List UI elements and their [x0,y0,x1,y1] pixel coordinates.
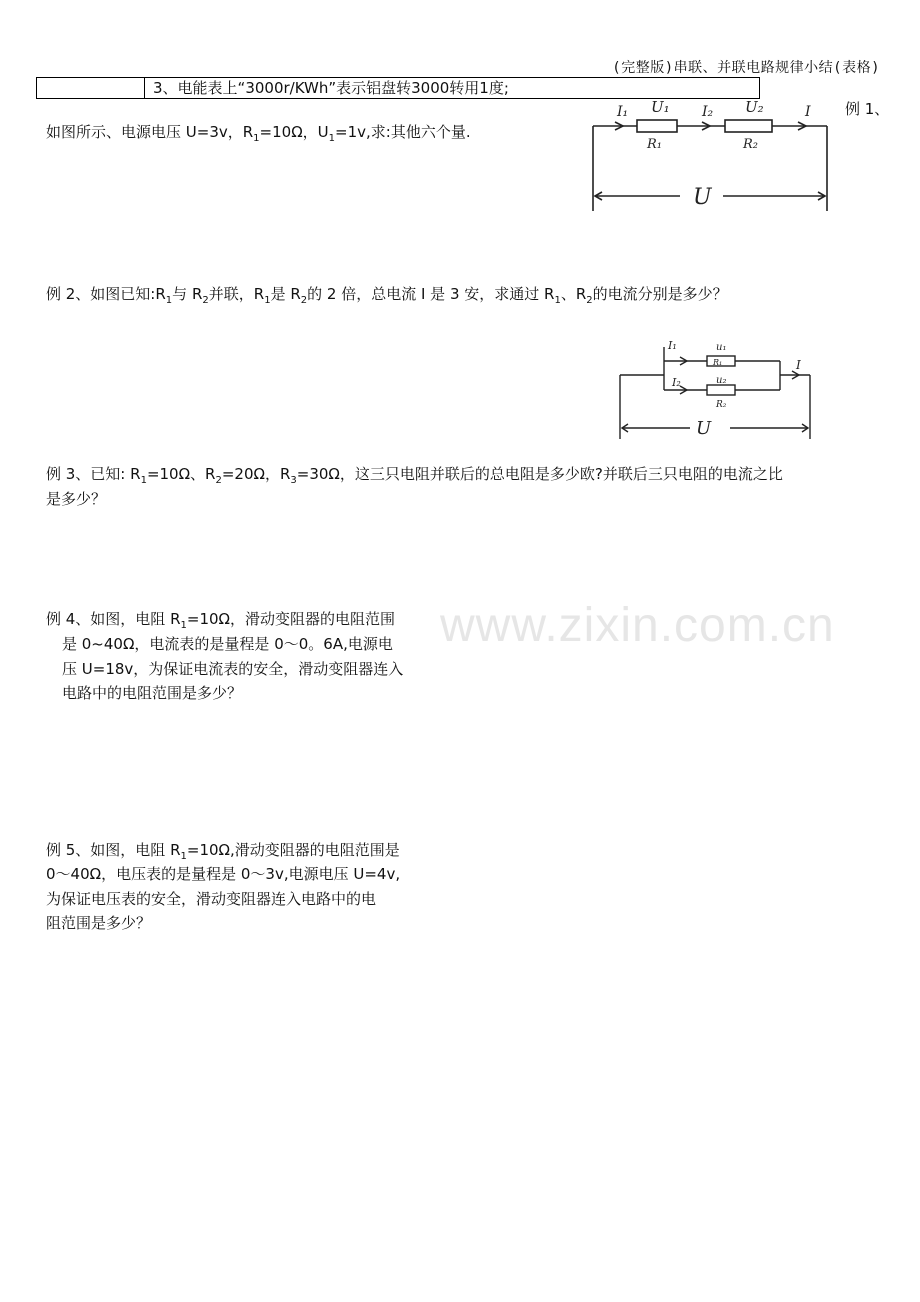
diagram1-label-u2: U₂ [745,98,764,116]
example5-line2: 0～40Ω，电压表的是量程是 0～3v,电源电压 U=4v, [46,865,401,883]
example3-question-line2: 是多少？ [46,490,107,508]
table-cell-meter-note: 3、电能表上“3000r/KWh”表示铝盘转3000转用1度; [153,79,509,97]
diagram2-label-u1: u₁ [716,342,727,353]
diagram1-label-i2: I₂ [702,104,714,120]
diagram2-label-u: U [696,418,712,439]
parallel-circuit-diagram [612,335,817,445]
example1-label: 例 1、 [845,100,890,118]
example1-question: 如图所示、电源电压 U=3v，$R_1=10\Omega$，$U_1=1v$,求:其他六个量. [46,123,471,144]
diagram2-label-i2: I₂ [672,376,681,389]
example3-question: 例 3、已知: $R_1=10\Omega$、$R_2=20\Omega$，$R_3=30\Omega$，这三只电阻并联后的总电阻是多少欧?并联后三只电阻的电流之比 [46,465,783,486]
example5-line3: 为保证电压表的安全，滑动变阻器连入电路中的电 [46,890,377,908]
diagram2-label-i1: I₁ [668,339,677,352]
diagram1-label-i1: I₁ [617,104,629,120]
document-header-title: (完整版)串联、并联电路规律小结(表格) [612,60,880,76]
example2-question: 例 2、如图已知$:R_1$与 $R_2$并联，$R_1$是 $R_2$的 2 倍，总电流 I 是 3 安，求通过 $R_1$、$R_2$的电流分别是多少？ [46,285,728,306]
example4-line4: 电路中的电阻范围是多少？ [62,684,243,702]
diagram1-label-r1: R₁ [647,137,662,152]
table-empty-cell [37,78,145,98]
example5-line4: 阻范围是多少？ [46,914,152,932]
example5-line1: 例 5、如图，电阻 $R_1=10\Omega$,滑动变阻器的电阻范围是 [46,841,400,862]
example4-line2: 是 0~40Ω，电流表的是量程是 0～0。6A,电源电 [62,635,393,653]
diagram2-label-u2: u₂ [716,375,727,386]
diagram1-label-i: I [805,104,811,120]
diagram1-label-r2: R₂ [743,137,758,152]
watermark-text: www.zixin.com.cn [440,599,835,652]
example4-line3: 压 U=18v，为保证电流表的安全，滑动变阻器连入 [62,660,404,678]
example4-line1: 例 4、如图，电阻 $R_1=10\Omega$，滑动变阻器的电阻范围 [46,610,396,631]
series-circuit-diagram [585,96,840,216]
diagram1-label-u: U [693,185,712,210]
diagram1-label-u1: U₁ [651,98,670,116]
diagram2-label-r2: R₂ [716,400,727,410]
diagram2-label-r1: R₁ [713,358,723,367]
diagram2-label-i: I [796,358,801,372]
